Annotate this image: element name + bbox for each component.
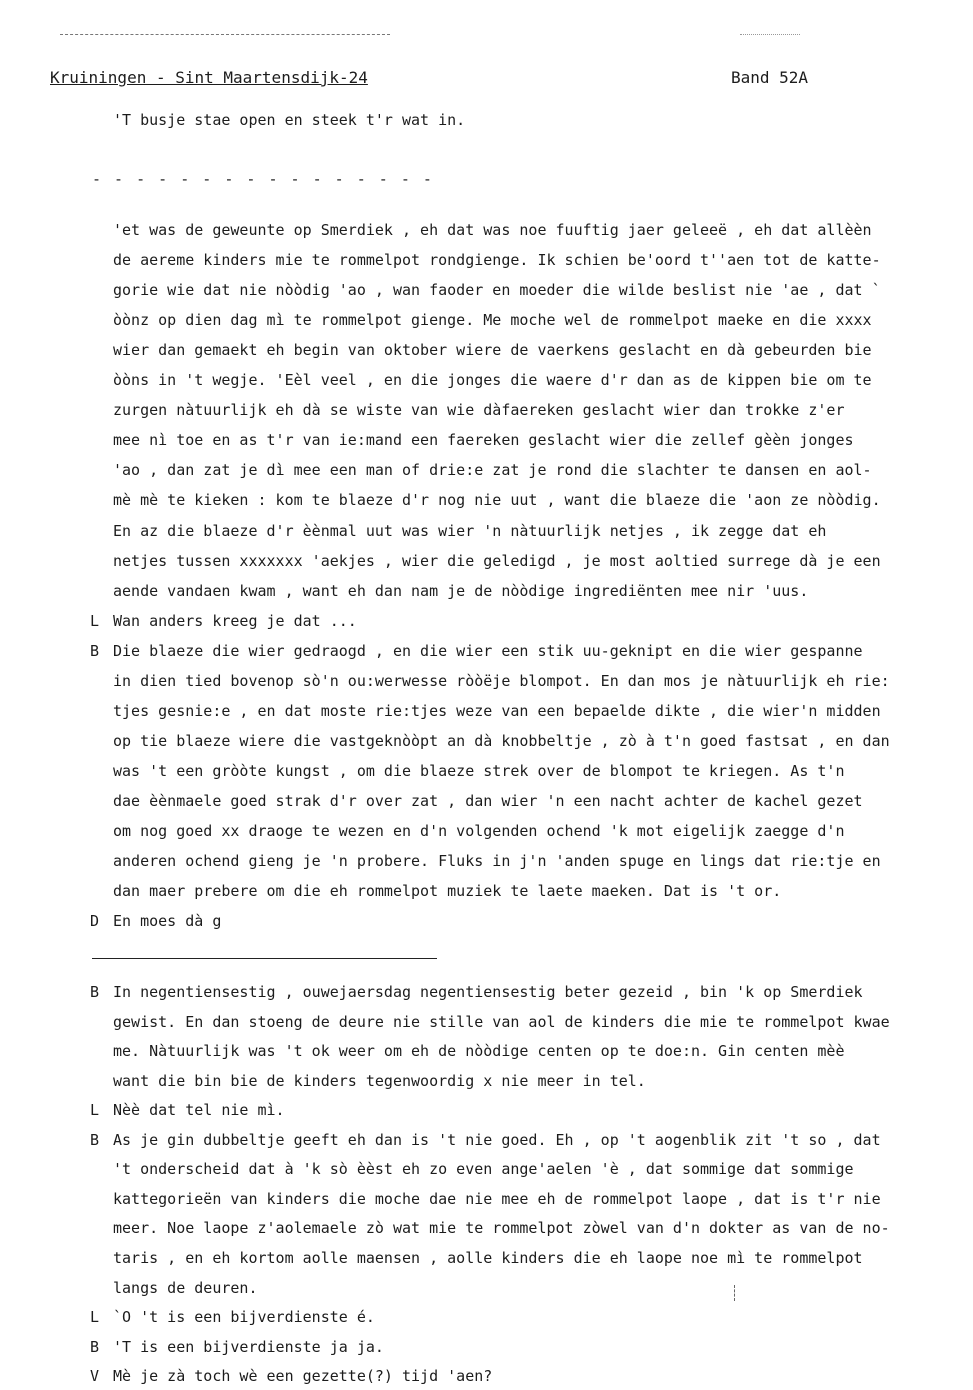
line-text: kattegorieën van kinders die moche dae nie mee eh de rommelpot laope , dat is t'r nie <box>113 1189 881 1208</box>
line-text: mee nì toe en as t'r van ie:mand een faereken geslacht wier die zellef gèèn jonges <box>113 431 854 450</box>
line-text: `O 't is een bijverdienste é. <box>113 1308 375 1327</box>
transcript-line <box>90 1276 973 1306</box>
line-text: netjes tussen xxxxxxx 'aekjes , wier die geledigd , je most aoltied surrege dà je een <box>113 551 881 570</box>
transcript-line <box>90 398 973 428</box>
line-text: Nèè dat tel nie mì. <box>113 1101 285 1120</box>
transcript-line <box>90 1335 973 1365</box>
line-text: As je gin dubbeltje geeft eh dan is 't nie goed. Eh , op 't aogenblik zit 't so , dat <box>113 1130 881 1149</box>
transcript-line <box>90 1157 973 1187</box>
line-text: òòns in 't wegje. 'Eèl veel , en die jonges die waere d'r dan as de kippen bie om te <box>113 371 872 390</box>
line-text: gorie wie dat nie nòòdig 'ao , wan faoder en moeder die wilde beslist nie 'ae , dat ` <box>113 281 881 300</box>
transcript-line <box>90 1216 973 1246</box>
line-text: in dien tied bovenop sò'n ou:werwesse ròòëje blompot. En dan mos je nàtuurlijk eh rie: <box>113 671 890 690</box>
transcript-line <box>90 458 973 488</box>
transcript-line <box>90 819 973 849</box>
line-text: 'T is een bijverdienste ja ja. <box>113 1337 384 1356</box>
transcript-line <box>90 308 973 338</box>
line-text: Wan anders kreeg je dat ... <box>113 611 357 630</box>
transcript-line <box>90 579 973 609</box>
transcript-line <box>90 1039 973 1069</box>
transcript-line <box>90 1305 973 1335</box>
transcript-line <box>90 278 973 308</box>
transcript-line <box>90 1187 973 1217</box>
line-text: op tie blaeze wiere die vastgeknòòpt an dà knobbeltje , zò à t'n goed fastsat , en dan <box>113 731 890 750</box>
line-text: dae èènmaele goed strak d'r over zat , dan wier 'n een nacht achter de kachel gezet <box>113 791 863 810</box>
tape-band-label: Band 52A <box>730 68 808 87</box>
intro-line: 'T busje stae open en steek t'r wat in. <box>113 111 466 129</box>
line-text: 'et was de geweunte op Smerdiek , eh dat was noe fuuftig jaer geleeë , eh dat allèèn <box>113 221 872 239</box>
transcript-line <box>90 729 973 759</box>
transcript-line <box>90 759 973 789</box>
transcript-line <box>90 1364 973 1390</box>
transcript-line <box>90 609 973 639</box>
speaker-label: L <box>90 1101 100 1120</box>
speaker-label: L <box>90 611 100 630</box>
transcript-line <box>90 488 973 518</box>
transcript-line <box>90 248 973 278</box>
transcript-line <box>90 699 973 729</box>
speaker-label: B <box>90 983 100 1001</box>
line-text: mè mè te kieken : kom te blaeze d'r nog nie uut , want die blaeze die 'aon ze nòòdig. <box>113 491 881 510</box>
line-text: taris , en eh kortom aolle maensen , aolle kinders die eh laope noe mì te rommelpot <box>113 1248 863 1267</box>
line-text: En az die blaeze d'r èènmal uut was wier 'n nàtuurlijk netjes , ik zegge dat eh <box>113 521 827 540</box>
transcript-line <box>90 639 973 669</box>
section-divider <box>92 958 437 959</box>
speaker-label: B <box>90 1337 100 1356</box>
line-text: dan maer prebere om die eh rommelpot muziek te laete maeken. Dat is 't or. <box>113 882 782 901</box>
transcript-line <box>90 1098 973 1128</box>
transcript-line <box>90 1246 973 1276</box>
line-text: 'ao , dan zat je dì mee een man of drie:e zat je rond die slachter te dansen en aol- <box>113 461 872 480</box>
line-text: anderen ochend gieng je 'n probere. Fluks in j'n 'anden spuge en lings dat rie:tje en <box>113 852 881 871</box>
transcript-line <box>90 909 973 939</box>
line-text: meer. Noe laope z'aolemaele zò wat mie te rommelpot zòwel van d'n dokter as van de no- <box>113 1219 890 1238</box>
line-text: was 't een gròòte kungst , om die blaeze strek over de blompot te kriegen. As t'n <box>113 761 845 780</box>
line-text: de aereme kinders mie te rommelpot rondgienge. Ik schien be'oord t''aen tot de katte- <box>113 251 881 270</box>
line-text: tjes gesnie:e , en dat moste rie:tjes weze van een bepaelde dikte , die wier'n midden <box>113 701 881 720</box>
line-text: gewist. En dan stoeng de deure nie stille van aol de kinders die mie te rommelpot kwae <box>113 1012 890 1031</box>
transcript-line <box>90 338 973 368</box>
line-text: En moes dà g <box>113 912 222 931</box>
document-location-title: Kruiningen - Sint Maartensdijk-24 <box>50 68 368 87</box>
line-text: wier dan gemaekt eh begin van oktober wiere de vaerkens geslacht en dà gebeurden bie <box>113 341 872 360</box>
transcript-line <box>90 1069 973 1099</box>
speaker-label: B <box>90 1130 100 1149</box>
speaker-label: D <box>90 912 100 931</box>
transcript-line <box>90 789 973 819</box>
transcript-line <box>90 519 973 549</box>
line-text: aende vandaen kwam , want eh dan nam je de nòòdige ingrediënten mee nir 'uus. <box>113 581 809 600</box>
scan-artifact-line <box>60 34 390 41</box>
transcript-line <box>90 218 973 248</box>
line-text: want die bin bie de kinders tegenwoordig x nie meer in tel. <box>113 1071 646 1090</box>
transcript-line <box>90 1010 973 1040</box>
transcript-line <box>90 368 973 398</box>
line-text: om nog goed xx draoge te wezen en d'n volgenden ochend 'k mot eigelijk zaegge d'n <box>113 822 845 840</box>
transcript-line <box>90 980 973 1010</box>
line-text: In negentiensestig , ouwejaersdag negentiensestig beter gezeid , bin 'k op Smerdiek <box>113 983 863 1001</box>
transcript-line <box>90 879 973 909</box>
line-text: 't onderscheid dat à 'k sò èèst eh zo even ange'aelen 'è , dat sommige dat sommige <box>113 1160 854 1179</box>
line-text: langs de deuren. <box>113 1278 258 1297</box>
dashed-separator: - - - - - - - - - - - - - - - - <box>92 170 434 188</box>
scan-artifact-mark <box>740 34 800 39</box>
transcript-line <box>90 1128 973 1158</box>
line-text: òònz op dien dag mì te rommelpot gienge. Me moche wel de rommelpot maeke en die xxxx <box>113 311 872 330</box>
transcript-line <box>90 849 973 879</box>
text-cursor-mark <box>734 1285 735 1301</box>
line-text: Mè je zà toch wè een gezette(?) tijd 'aen? <box>113 1367 493 1386</box>
speaker-label: V <box>90 1367 100 1386</box>
transcript-line <box>90 428 973 458</box>
speaker-label: L <box>90 1308 100 1327</box>
line-text: me. Nàtuurlijk was 't ok weer om eh de nòòdige centen op te doe:n. Gin centen mèè <box>113 1042 845 1061</box>
transcript-line <box>90 549 973 579</box>
transcript-line <box>90 669 973 699</box>
line-text: Die blaeze die wier gedraogd , en die wier een stik uu-geknipt en die wier gespanne <box>113 641 863 660</box>
line-text: zurgen nàtuurlijk eh dà se wiste van wie dàfaereken geslacht wier dan trokke z'er <box>113 401 845 420</box>
speaker-label: B <box>90 641 100 660</box>
page-header <box>50 66 810 92</box>
